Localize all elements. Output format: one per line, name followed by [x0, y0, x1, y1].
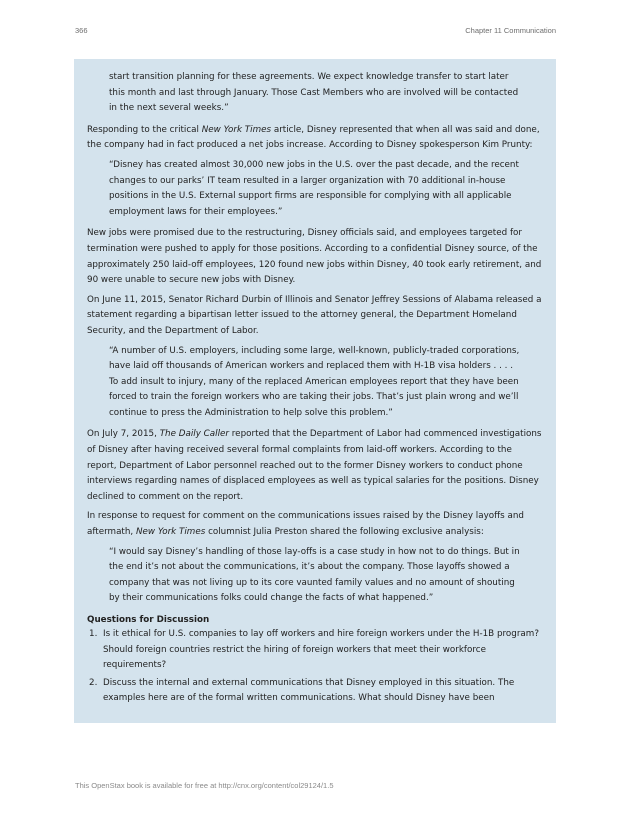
question-item — [87, 676, 543, 707]
quote-preston: “I would say Disney’s handling of those lay-offs is a case study in how not to do things. But in the end it’s not about the communications, it’s about the company. Those layoffs showed a company that was not living up to its core vaunted family values and no amount of shouting by their communications folks could change the facts of what happened.” — [109, 546, 520, 604]
paragraph-preston: In response to request for comment on the communications issues raised by the Disney layoffs and aftermath, New York Times columnist Julia Preston shared the following exclusive analysis: — [87, 511, 524, 538]
paragraph-senators: On June 11, 2015, Senator Richard Durbin of Illinois and Senator Jeffrey Sessions of Alabama released a statement regarding a bipartisan letter issued to the attorney general, the Department Homeland Security, and the Department of Labor. — [87, 294, 542, 336]
daily-caller-italic: The Daily Caller — [159, 429, 229, 440]
question-number: 1. — [89, 629, 98, 639]
nyt-italic-2: New York Times — [135, 527, 206, 538]
chapter-title: Chapter 11 Communication — [465, 26, 556, 35]
paragraph-disney-response: Responding to the critical New York Times article, Disney represented that when all was said and done, the company had in fact produced a net jobs increase. According to Disney spokesperson Kim Prunty: — [87, 124, 540, 151]
nyt-italic: New York Times — [201, 124, 272, 135]
quote-prunty: “Disney has created almost 30,000 new jobs in the U.S. over the past decade, and the recent changes to our parks’ IT team resulted in a larger organization with 70 additional in-house positions in the U.S. External support firms are responsible for complying with all applicable employment laws for their employees.” — [109, 159, 519, 217]
paragraph-new-jobs: New jobs were promised due to the restructuring, Disney officials said, and employees targeted for termination were pushed to apply for those positions. According to a confidential Disney source, of the approximately 250 laid-off employees, 120 found new jobs within Disney, 40 took early retirement, and 90 were unable to secure new jobs with Disney. — [87, 228, 542, 286]
questions-list — [87, 627, 543, 707]
footer-note: This OpenStax book is available for free at http://cnx.org/content/col29124/1.5 — [75, 781, 334, 790]
opening-quote: start transition planning for these agreements. We expect knowledge transfer to start later this month and last through January. Those Cast Members who are involved will be contacted in the next several weeks.” — [109, 72, 519, 114]
question-item — [87, 627, 543, 674]
question-number: 2. — [89, 677, 98, 688]
question-text: Discuss the internal and external communications that Disney employed in this situation. The examples here are of the formal written communications. What should Disney have been — [103, 677, 515, 704]
page-number: 366 — [75, 26, 88, 35]
questions-heading: Questions for Discussion — [87, 615, 210, 625]
quote-senators: “A number of U.S. employers, including some large, well-known, publicly-traded corporations, have laid off thousands of American workers and replaced them with H-1B visa holders . . . . To add insult to injury, many of the replaced American employees report that they have been forced to train the foreign workers who are taking their jobs. That’s just plain wrong and we’ll continue to press the Administration to help solve this problem.” — [109, 345, 520, 418]
case-study-box — [74, 59, 556, 723]
paragraph-daily-caller: On July 7, 2015, The Daily Caller reported that the Department of Labor had commenced investigations of Disney after having received several formal complaints from laid-off workers. According to the report, Department of Labor personnel reached out to the former Disney workers to conduct phone interviews regarding names of displaced employees as well as typical salaries for the positions. Disney declined to comment on the report. — [87, 429, 542, 502]
question-text: Is it ethical for U.S. companies to lay off workers and hire foreign workers under the H-1B program? Should foreign countries restrict the hiring of foreign workers that meet their workforce requirements? — [103, 629, 539, 671]
